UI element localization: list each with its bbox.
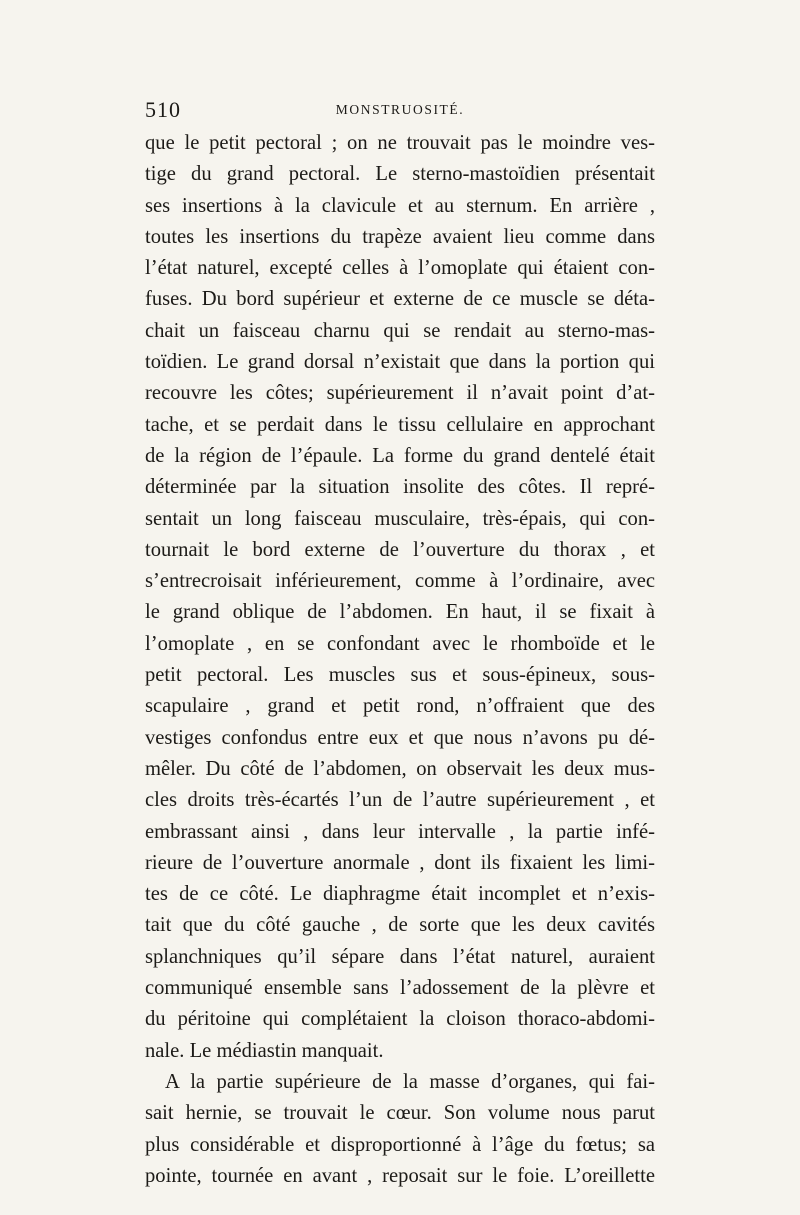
- text-line: le grand oblique de l’abdomen. En haut, il se fixait à: [145, 601, 655, 624]
- text-line: ses insertions à la clavicule et au sternum. En arrière ,: [145, 194, 655, 217]
- running-title: MONSTRUOSITÉ.: [335, 102, 465, 117]
- text-line: sait hernie, se trouvait le cœur. Son volume nous parut: [145, 1102, 655, 1125]
- text-line: recouvre les côtes; supérieurement il n’avait point d’at-: [145, 382, 655, 405]
- body-text: [145, 128, 655, 1192]
- text-line: sentait un long faisceau musculaire, très-épais, qui con-: [145, 507, 655, 530]
- text-line: toutes les insertions du trapèze avaient lieu comme dans: [145, 225, 655, 248]
- paragraph-end-line: nale. Le médiastin manquait.: [145, 1039, 384, 1062]
- text-line: petit pectoral. Les muscles sus et sous-épineux, sous-: [145, 664, 655, 687]
- text-line: du péritoine qui complétaient la cloison thoraco-abdomi-: [145, 1008, 655, 1031]
- text-line: plus considérable et disproportionné à l’âge du fœtus; sa: [145, 1133, 655, 1156]
- text-line: tait que du côté gauche , de sorte que les deux cavités: [145, 914, 655, 937]
- text-line: mêler. Du côté de l’abdomen, on observait les deux mus-: [145, 757, 655, 780]
- text-line: tournait le bord externe de l’ouverture du thorax , et: [145, 538, 655, 561]
- text-line: fuses. Du bord supérieur et externe de ce muscle se déta-: [145, 288, 655, 311]
- text-line: chait un faisceau charnu qui se rendait au sterno-mas-: [145, 319, 655, 342]
- text-line: s’entrecroisait inférieurement, comme à l’ordinaire, avec: [145, 570, 655, 593]
- text-line: tache, et se perdait dans le tissu cellulaire en approchant: [145, 413, 655, 436]
- text-line: l’omoplate , en se confondant avec le rhomboïde et le: [145, 632, 655, 655]
- text-line: toïdien. Le grand dorsal n’existait que dans la portion qui: [145, 351, 655, 374]
- text-line: que le petit pectoral ; on ne trouvait pas le moindre ves-: [145, 132, 655, 154]
- text-line: embrassant ainsi , dans leur intervalle , la partie infé-: [145, 820, 655, 843]
- text-line: scapulaire , grand et petit rond, n’offraient que des: [145, 695, 655, 718]
- text-line: déterminée par la situation insolite des côtes. Il repré-: [145, 476, 655, 499]
- running-head: [145, 97, 655, 125]
- text-line: cles droits très-écartés l’un de l’autre supérieurement , et: [145, 789, 655, 812]
- text-line: l’état naturel, excepté celles à l’omoplate qui étaient con-: [145, 257, 655, 280]
- text-line: vestiges confondus entre eux et que nous n’avons pu dé-: [145, 726, 655, 749]
- text-line: pointe, tournée en avant , reposait sur le foie. L’oreillette: [145, 1164, 655, 1187]
- paragraph-start-line: A la partie supérieure de la masse d’organes, qui fai-: [165, 1070, 655, 1093]
- text-line: de la région de l’épaule. La forme du grand dentelé était: [145, 444, 655, 467]
- text-line: tes de ce côté. Le diaphragme était incomplet et n’exis-: [145, 883, 655, 906]
- text-line: splanchniques qu’il sépare dans l’état naturel, auraient: [145, 945, 655, 968]
- text-line: tige du grand pectoral. Le sterno-mastoïdien présentait: [145, 163, 655, 186]
- text-line: communiqué ensemble sans l’adossement de la plèvre et: [145, 977, 655, 1000]
- text-line: rieure de l’ouverture anormale , dont ils fixaient les limi-: [145, 851, 655, 874]
- page-number: 510: [145, 97, 181, 122]
